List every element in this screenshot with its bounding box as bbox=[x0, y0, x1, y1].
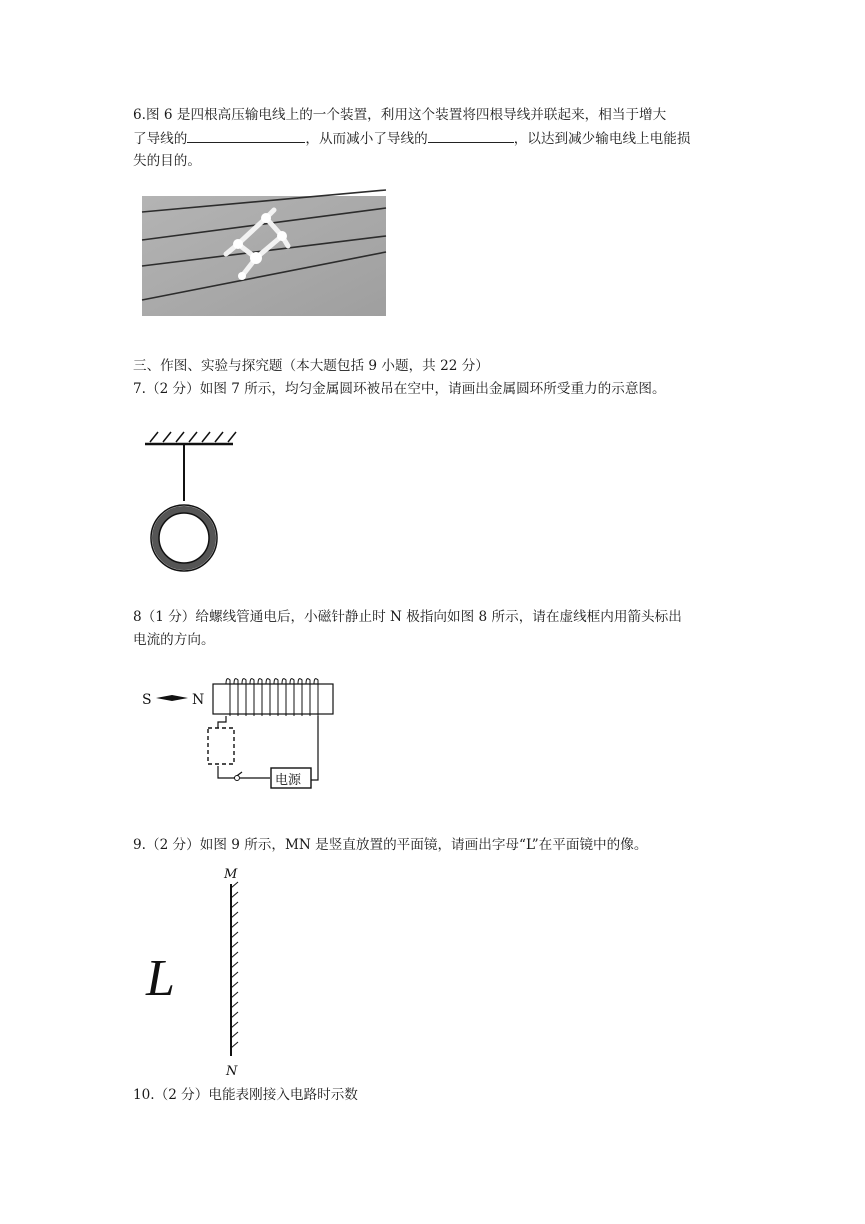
compass-n-label: N bbox=[192, 692, 205, 708]
q6-figure-photo bbox=[142, 196, 386, 316]
compass-needle bbox=[156, 695, 188, 701]
q9-text: 9.（2 分）如图 9 所示，MN 是竖直放置的平面镜，请画出字母“L”在平面镜中的像。 bbox=[133, 837, 648, 853]
current-direction-answer-box bbox=[208, 728, 234, 764]
q9-figure-mirror bbox=[140, 862, 260, 1084]
q7-figure-ring bbox=[140, 428, 240, 580]
q10-text: 10.（2 分）电能表刚接入电路时示数 bbox=[133, 1087, 358, 1103]
section3-heading: 三、作图、实验与探究题（本大题包括 9 小题，共 22 分） bbox=[133, 358, 489, 374]
q6-line2-b: ，从而减小了导线的 bbox=[305, 131, 428, 147]
q6-line2-a: 了导线的 bbox=[133, 131, 188, 147]
mirror-label-n: N bbox=[226, 1064, 238, 1079]
metal-ring bbox=[151, 505, 217, 571]
q6-line2 bbox=[133, 127, 690, 150]
solenoid-core bbox=[213, 684, 333, 714]
q8-line2: 电流的方向。 bbox=[133, 632, 215, 648]
mirror-label-m: M bbox=[224, 867, 238, 882]
compass-s-label: S bbox=[142, 692, 152, 708]
q6-answer-blank-1[interactable] bbox=[187, 127, 305, 143]
q6-answer-blank-2[interactable] bbox=[428, 127, 514, 143]
power-supply-label: 电源 bbox=[275, 773, 302, 788]
object-letter-l: L bbox=[146, 950, 175, 1007]
q6-line1: 6.图 6 是四根高压输电线上的一个装置，利用这个装置将四根导线并联起来，相当于增大 bbox=[133, 107, 667, 123]
q8-figure-solenoid bbox=[138, 672, 338, 796]
q6-line2-c: ，以达到减少输电线上电能损 bbox=[513, 131, 691, 147]
mirror-hatching bbox=[231, 882, 238, 1048]
q6-line3: 失的目的。 bbox=[133, 153, 201, 169]
q8-line1: 8（1 分）给螺线管通电后，小磁针静止时 N 极指向如图 8 所示，请在虚线框内用箭头标出 bbox=[133, 609, 682, 625]
q7-text: 7.（2 分）如图 7 所示，均匀金属圆环被吊在空中，请画出金属圆环所受重力的示意图。 bbox=[133, 381, 666, 397]
